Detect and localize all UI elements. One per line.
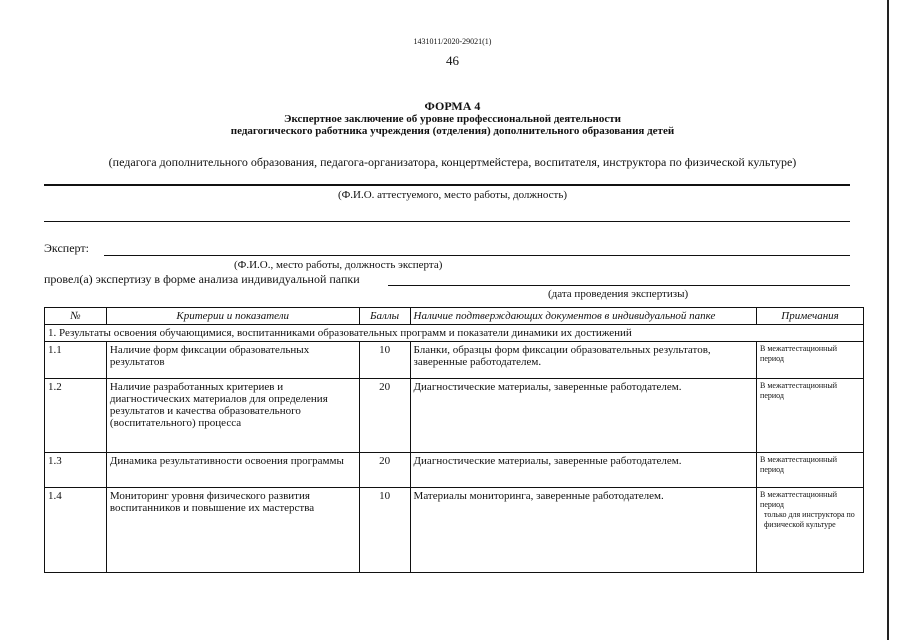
row-note: В межаттестационный период (757, 379, 864, 453)
row-note-extra: только для инструктора по физической культуре (764, 510, 855, 529)
row-criterion: Динамика результативности освоения программы (106, 453, 359, 488)
page-edge-border (887, 0, 889, 640)
row-score: 20 (359, 453, 410, 488)
row-documents: Материалы мониторинга, заверенные работодателем. (410, 488, 756, 573)
row-note: В межаттестационный период (757, 342, 864, 379)
row-number: 1.4 (45, 488, 107, 573)
table-row (45, 342, 864, 379)
expert-underline (104, 255, 850, 256)
row-note: В межаттестационный период (757, 453, 864, 488)
expert-caption: (Ф.И.О., место работы, должность эксперта) (234, 259, 443, 271)
date-caption: (дата проведения экспертизы) (548, 288, 689, 300)
table-row (45, 488, 864, 573)
header-notes: Примечания (757, 308, 864, 325)
document-subtitle: (педагога дополнительного образования, педагога-организатора, концертмейстера, воспитателя, инструктора по физической культуре) (108, 155, 797, 169)
attestee-underline (44, 184, 850, 186)
row-note-cell (757, 488, 864, 573)
row-criterion: Наличие форм фиксации образовательных результатов (106, 342, 359, 379)
criteria-table (44, 307, 864, 573)
row-criterion: Мониторинг уровня физического развития воспитанников и повышение их мастерства (106, 488, 359, 573)
attestee-caption: (Ф.И.О. аттестуемого, место работы, должность) (337, 189, 568, 201)
row-documents: Диагностические материалы, заверенные работодателем. (410, 453, 756, 488)
header-number: № (45, 308, 107, 325)
header-criteria: Критерии и показатели (106, 308, 359, 325)
conducted-label: провел(а) экспертизу в форме анализа индивидуальной папки (44, 272, 360, 286)
header-documents: Наличие подтверждающих документов в индивидуальной папке (410, 308, 756, 325)
expert-label: Эксперт: (44, 241, 89, 255)
row-score: 20 (359, 379, 410, 453)
attestee-second-line (44, 221, 850, 222)
row-number: 1.2 (45, 379, 107, 453)
row-criterion: Наличие разработанных критериев и диагностических материалов для определения результатов и качества образовательного (воспитательного) процесса (106, 379, 359, 453)
row-documents: Бланки, образцы форм фиксации образовательных результатов, заверенные работодателем. (410, 342, 756, 379)
document-code: 1431011/2020-29021(1) (413, 37, 492, 46)
document-title-line-2: педагогического работника учреждения (отделения) дополнительного образования детей (230, 125, 675, 137)
row-note: В межаттестационный период (760, 490, 838, 509)
date-underline (388, 285, 850, 286)
row-number: 1.1 (45, 342, 107, 379)
page-number: 46 (446, 53, 459, 68)
table-header-row (45, 308, 864, 325)
section-row (45, 325, 864, 342)
row-documents: Диагностические материалы, заверенные работодателем. (410, 379, 756, 453)
section-title: 1. Результаты освоения обучающимися, воспитанниками образовательных программ и показатели динамики их достижений (45, 325, 864, 342)
row-score: 10 (359, 342, 410, 379)
document-title-line-1: Экспертное заключение об уровне профессиональной деятельности (284, 113, 621, 125)
table-row (45, 453, 864, 488)
table-row (45, 379, 864, 453)
form-title: ФОРМА 4 (424, 99, 481, 113)
row-number: 1.3 (45, 453, 107, 488)
row-score: 10 (359, 488, 410, 573)
header-score: Баллы (359, 308, 410, 325)
